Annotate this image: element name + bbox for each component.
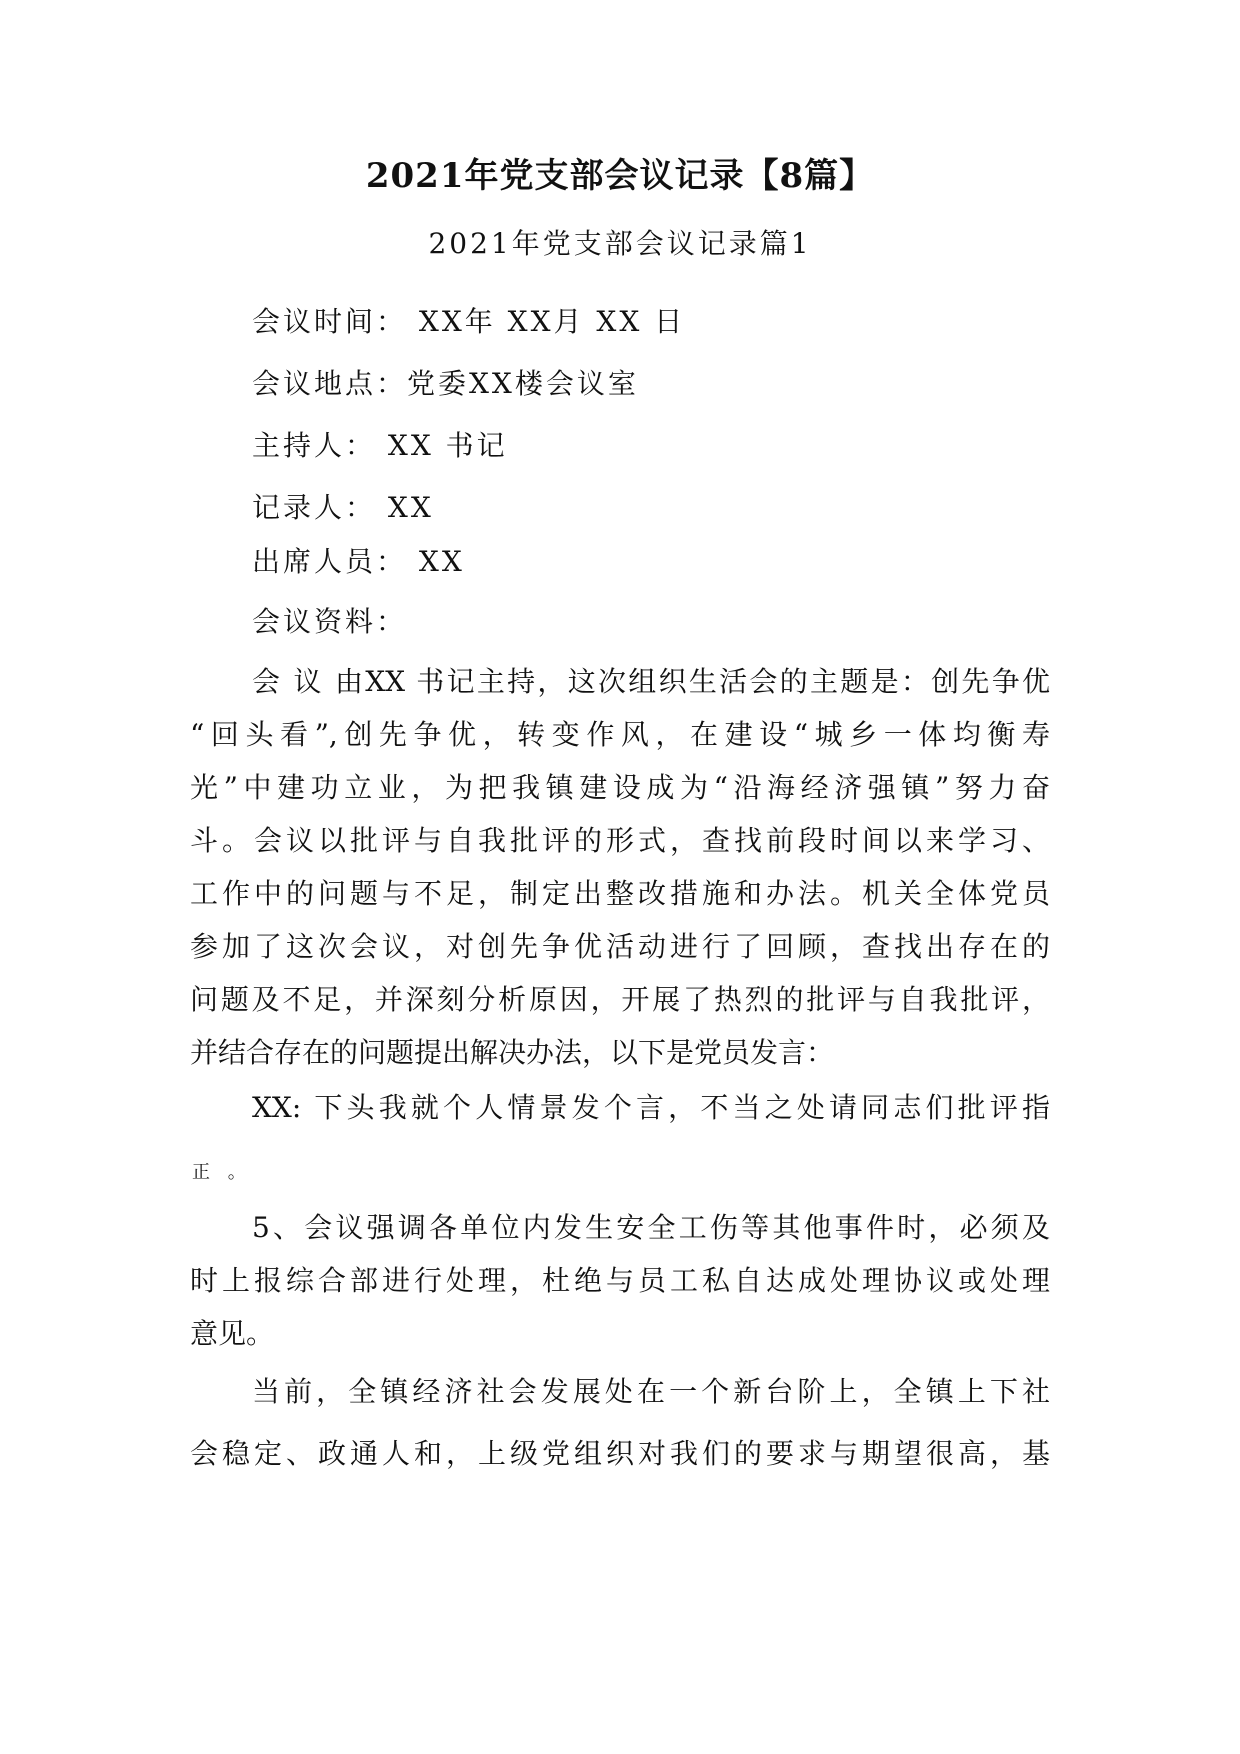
meeting-host: 主持人： XX 书记 [252,429,508,462]
paragraph-line: 工作中的问题与不足，制定出整改措施和办法。机关全体党员 [190,877,1050,910]
paragraph-line: 参加了这次会议，对创先争优活动进行了回顾，查找出存在的 [190,930,1050,963]
meeting-time: 会议时间： XX年 XX月 XX 日 [252,305,686,338]
paragraph-line: 问题及不足，并深刻分析原因，开展了热烈的批评与自我批评， [190,983,1050,1016]
paragraph-line: 斗。会议以批评与自我批评的形式，查找前段时间以来学习、 [190,824,1050,857]
paragraph-line: “回头看”,创先争优，转变作风，在建设“城乡一体均衡寿 [190,718,1050,751]
meeting-location: 会议地点：党委XX楼会议室 [252,367,639,400]
paragraph-line: 5、会议强调各单位内发生安全工伤等其他事件时，必须及 [252,1211,1050,1244]
paragraph-line: 会稳定、政通人和，上级党组织对我们的要求与期望很高，基 [190,1437,1050,1470]
meeting-recorder: 记录人： XX [252,491,434,524]
meeting-materials-label: 会议资料： [252,605,408,638]
paragraph-line: 并结合存在的问题提出解决办法，以下是党员发言： [190,1036,835,1069]
paragraph-line: 时上报综合部进行处理，杜绝与员工私自达成处理协议或处理 [190,1264,1050,1297]
paragraph-line: 光”中建功立业，为把我镇建设成为“沿海经济强镇”努力奋 [190,771,1050,804]
speech-line: XX: 下头我就个人情景发个言，不当之处请同志们批评指 [252,1091,1050,1124]
speech-tail: 正 。 [192,1162,252,1183]
paragraph-line: 当前，全镇经济社会发展处在一个新台阶上，全镇上下社 [252,1375,1050,1408]
paragraph-line: 意见。 [190,1317,275,1350]
meeting-attendees: 出席人员： XX [252,545,465,578]
document-title: 2021年党支部会议记录【8篇】 [365,156,875,196]
section-title: 2021年党支部会议记录篇1 [428,227,812,260]
paragraph-line: 会 议 由XX 书记主持，这次组织生活会的主题是：创先争优 [252,665,1050,698]
